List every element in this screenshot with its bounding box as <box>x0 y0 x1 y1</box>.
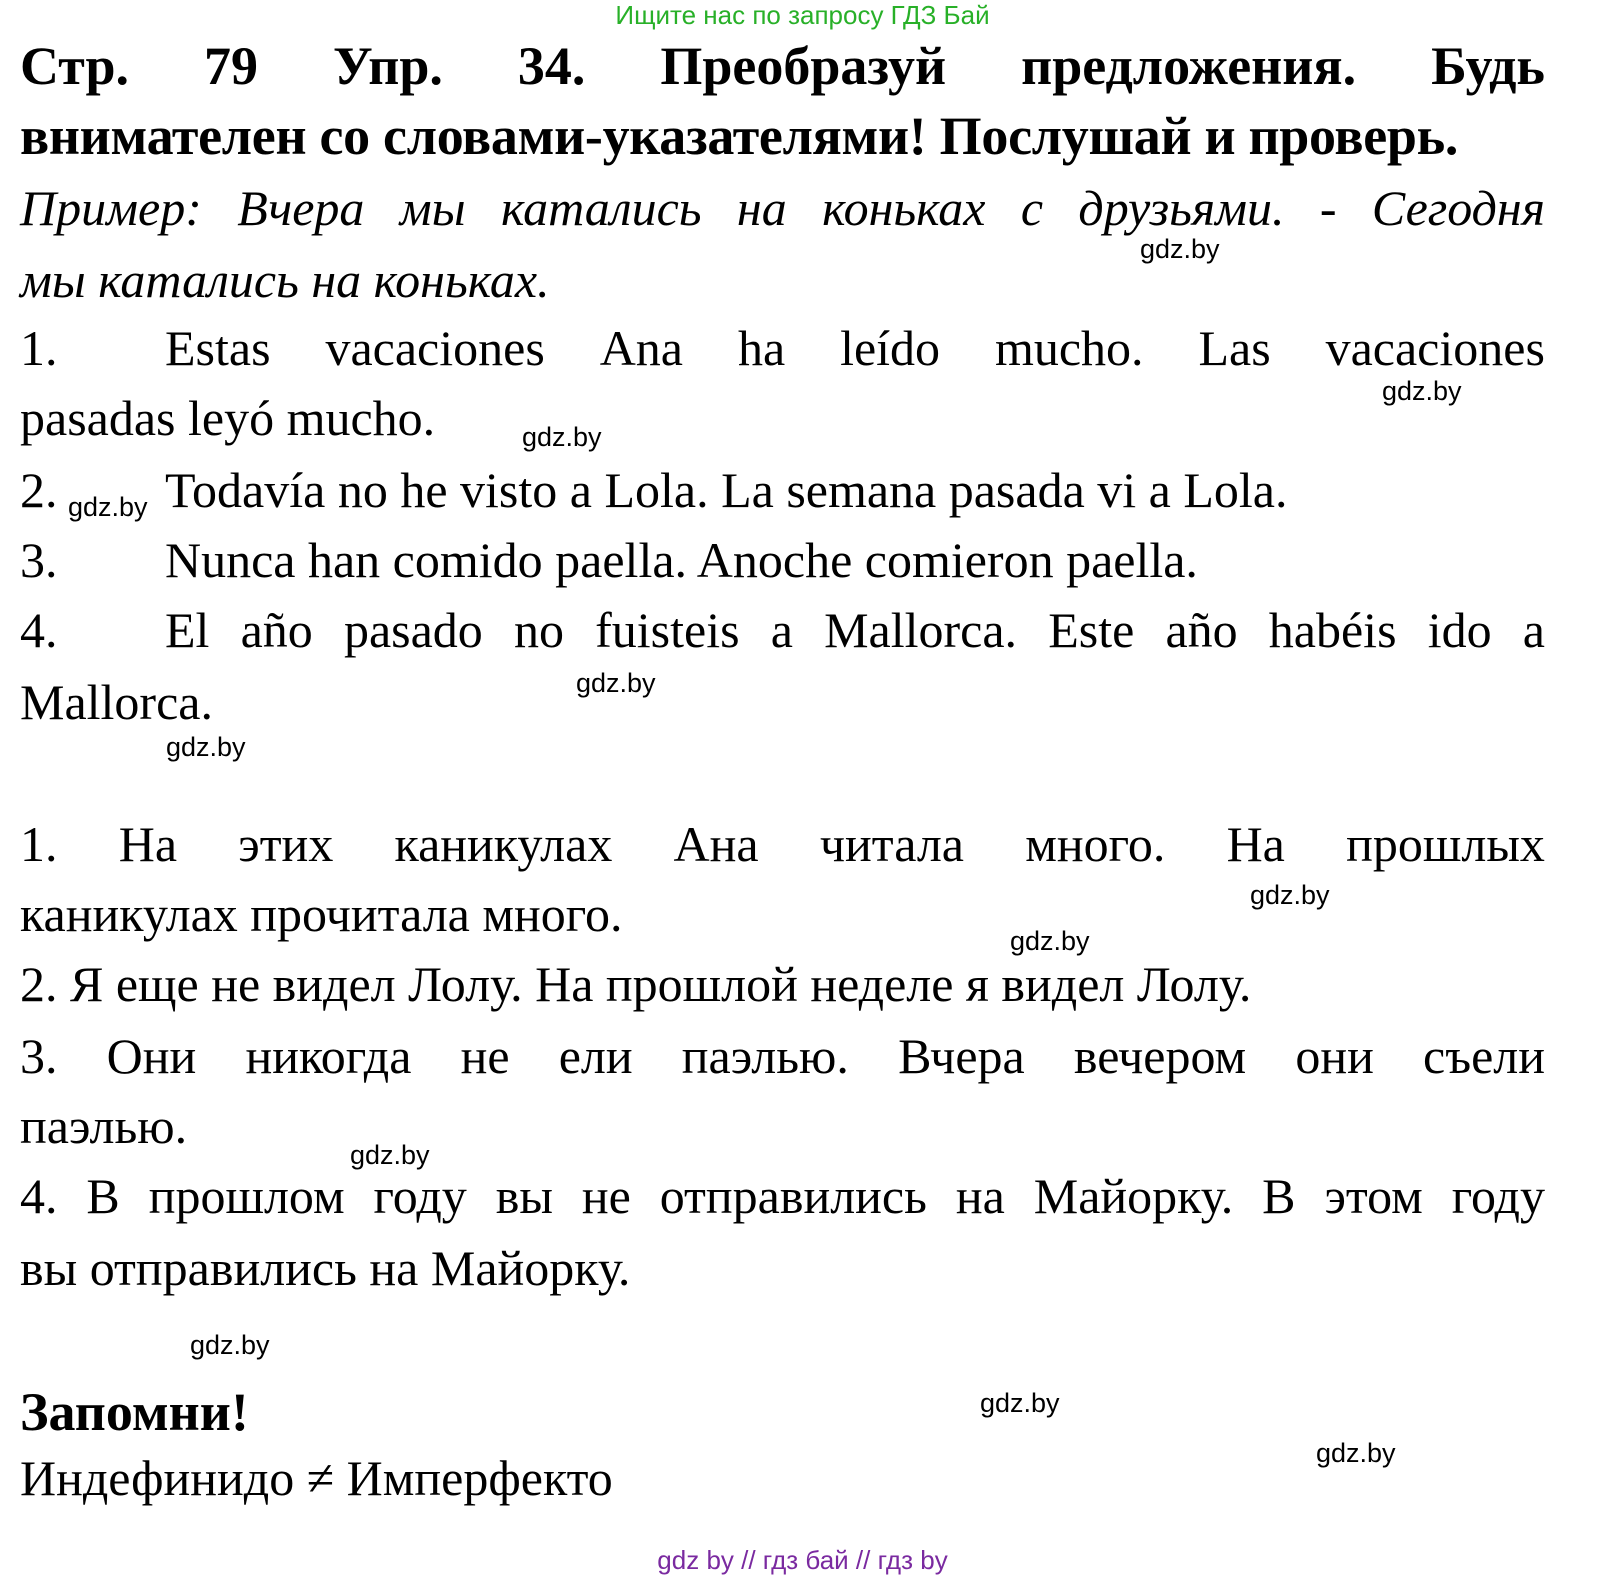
watermark: gdz.by <box>1140 234 1220 264</box>
title-word: Будь <box>1431 36 1545 96</box>
spanish-item-3 <box>20 532 1545 588</box>
sentence-word: паэлью. <box>681 1028 849 1084</box>
watermark: gdz.by <box>980 1388 1060 1418</box>
search-banner[interactable]: Ищите нас по запросу ГДЗ Бай <box>615 0 990 30</box>
item-number: 1. <box>20 320 58 376</box>
example-word: Пример: <box>20 180 202 236</box>
sentence-word: 3. <box>20 1028 58 1084</box>
sentence-word: año <box>1165 602 1238 658</box>
sentence-word: Ana <box>599 320 684 376</box>
watermark: gdz.by <box>576 668 656 698</box>
exercise-title-line-2: внимателен со словами-указателями! Послушай и проверь. <box>20 106 1459 166</box>
title-word: 79 <box>204 36 259 96</box>
sentence-word: этих <box>238 816 334 872</box>
russian-item-2: 2. Я еще не видел Лолу. На прошлой неделе я видел Лолу. <box>20 956 1252 1012</box>
sentence-word: Ана <box>673 816 759 872</box>
sentence-word: на <box>955 1168 1005 1224</box>
sentence-word: На <box>1226 816 1285 872</box>
sentence-word: a <box>770 602 793 658</box>
sentence-word: прошлом <box>148 1168 345 1224</box>
sentence-word: съели <box>1423 1028 1545 1084</box>
sentence-word: Они <box>106 1028 197 1084</box>
watermark: gdz.by <box>68 492 148 522</box>
watermark: gdz.by <box>350 1140 430 1170</box>
sentence-word: ели <box>558 1028 633 1084</box>
example-word: мы <box>399 180 466 236</box>
sentence-word: ha <box>737 320 786 376</box>
item-number: 2. <box>20 462 58 518</box>
example-word: с <box>1020 180 1044 236</box>
sentence-word: a <box>1522 602 1545 658</box>
russian-item-4-line-2: вы отправились на Майорку. <box>20 1240 631 1296</box>
sentence-word: Las <box>1198 320 1271 376</box>
sentence-word: они <box>1295 1028 1374 1084</box>
spanish-item-1-line-2: pasadas leyó mucho. <box>20 390 436 446</box>
sentence-word: vacaciones <box>1325 320 1545 376</box>
russian-item-1-line-1 <box>20 816 1545 872</box>
watermark: gdz.by <box>166 732 246 762</box>
item-number: 3. <box>20 532 58 588</box>
footer-links[interactable]: gdz by // гдз бай // гдз by <box>657 1545 948 1575</box>
sentence-word: вечером <box>1073 1028 1247 1084</box>
title-word: Упр. <box>333 36 443 96</box>
watermark: gdz.by <box>522 422 602 452</box>
example-word: - <box>1319 180 1337 236</box>
sentence-word: не <box>581 1168 631 1224</box>
russian-item-3-line-2: паэлью. <box>20 1098 188 1154</box>
watermark: gdz.by <box>1382 376 1462 406</box>
sentence-word: Вчера <box>898 1028 1025 1084</box>
sentence-word: El <box>165 602 210 658</box>
sentence-word: читала <box>819 816 964 872</box>
sentence-word: no <box>513 602 564 658</box>
sentence-word: fuisteis <box>595 602 740 658</box>
spanish-item-4-line-1 <box>20 602 1545 658</box>
example-word: коньках <box>822 180 986 236</box>
sentence-text: Todavía no he visto a Lola. La semana pasada vi a Lola. <box>165 462 1288 518</box>
sentence-word: прошлых <box>1346 816 1545 872</box>
sentence-word: В <box>86 1168 120 1224</box>
sentence-word: этом <box>1324 1168 1423 1224</box>
watermark: gdz.by <box>1316 1438 1396 1468</box>
sentence-word: Este <box>1048 602 1135 658</box>
russian-item-3-line-1 <box>20 1028 1545 1084</box>
sentence-word: вы <box>495 1168 553 1224</box>
russian-item-4-line-1 <box>20 1168 1545 1224</box>
sentence-text: Nunca han comido paella. Anoche comieron paella. <box>165 532 1198 588</box>
sentence-word: отправились <box>659 1168 927 1224</box>
item-number: 4. <box>20 602 58 658</box>
example-word: друзьями. <box>1078 180 1285 236</box>
sentence-word: vacaciones <box>325 320 545 376</box>
sentence-word: году <box>373 1168 467 1224</box>
title-word: Стр. <box>20 36 130 96</box>
sentence-word: никогда <box>245 1028 412 1084</box>
sentence-word: Mallorca. <box>824 602 1018 658</box>
sentence-word: много. <box>1025 816 1166 872</box>
sentence-word: habéis <box>1268 602 1397 658</box>
title-word: предложения. <box>1021 36 1357 96</box>
watermark: gdz.by <box>190 1330 270 1360</box>
spanish-item-4-line-2: Mallorca. <box>20 674 213 730</box>
spanish-item-1-line-1 <box>20 320 1545 376</box>
russian-item-1-line-2: каникулах прочитала много. <box>20 886 623 942</box>
sentence-word: году <box>1451 1168 1545 1224</box>
sentence-word: pasado <box>343 602 483 658</box>
title-word: Преобразуй <box>660 36 947 96</box>
watermark: gdz.by <box>1010 926 1090 956</box>
sentence-word: не <box>460 1028 510 1084</box>
sentence-word: Estas <box>165 320 271 376</box>
example-line-2: мы катались на коньках. <box>20 252 550 308</box>
example-word: Вчера <box>237 180 365 236</box>
example-word: Сегодня <box>1371 180 1545 236</box>
sentence-word: leído <box>840 320 941 376</box>
sentence-word: 4. <box>20 1168 58 1224</box>
exercise-title-line-1 <box>20 36 1545 96</box>
sentence-word: ido <box>1427 602 1492 658</box>
sentence-word: На <box>118 816 178 872</box>
remember-rule: Индефинидо ≠ Имперфекто <box>20 1450 613 1506</box>
example-word: катались <box>500 180 702 236</box>
spanish-item-2 <box>20 462 1545 518</box>
title-word: 34. <box>517 36 586 96</box>
example-line-1 <box>20 180 1545 236</box>
sentence-word: каникулах <box>394 816 613 872</box>
sentence-word: 1. <box>20 816 58 872</box>
sentence-word: año <box>240 602 313 658</box>
sentence-word: В <box>1262 1168 1296 1224</box>
sentence-word: Майорку. <box>1033 1168 1234 1224</box>
watermark: gdz.by <box>1250 880 1330 910</box>
remember-heading: Запомни! <box>20 1382 249 1442</box>
example-word: на <box>736 180 787 236</box>
sentence-word: mucho. <box>994 320 1144 376</box>
